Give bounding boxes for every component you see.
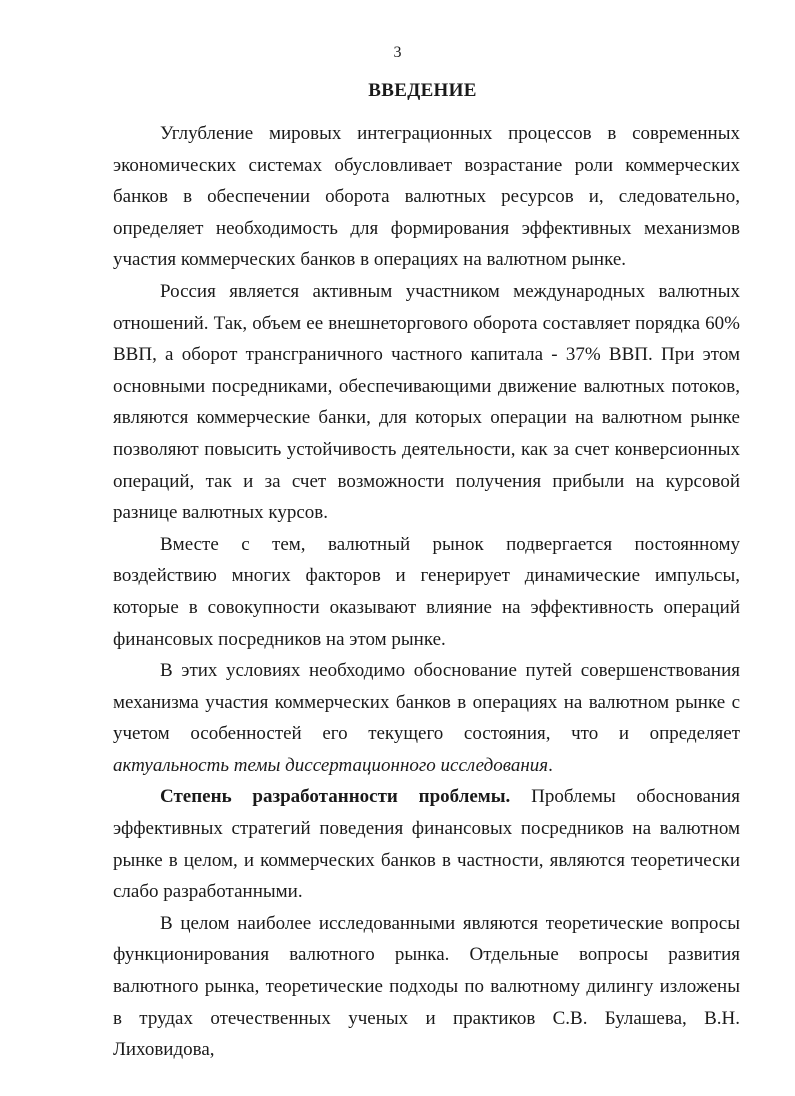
body-text <box>113 118 740 1066</box>
paragraph-5-heading: Степень разработанности проблемы. <box>160 786 511 808</box>
paragraph-5-text: Проблемы обоснования эффективных стратегий поведения финансовых посредников на валютном рынке в целом, и коммерческих банков в частности, являются теоретически слабо разработанными. <box>113 786 740 903</box>
paragraph-4-text: В этих условиях необходимо обоснование путей совершенствования механизма участия коммерческих банков в операциях на валютном рынке с учетом особенностей его текущего состояния, что и определяет <box>113 660 740 745</box>
paragraph-6: В целом наиболее исследованными являются теоретические вопросы функционирования валютного рынка. Отдельные вопросы развития валютного рынка, теоретические подходы по валютному дилингу изложены в трудах отечественных ученых и практиков С.В. Булашева, В.Н. Лиховидова, <box>113 912 740 1061</box>
paragraph-4-italic: актуальность темы диссертационного исследования <box>113 754 549 776</box>
paragraph-5 <box>113 781 740 907</box>
paragraph-4 <box>113 655 740 781</box>
paragraph-2: Россия является активным участником международных валютных отношений. Так, объем ее внешнеторгового оборота составляет порядка 60% ВВП, а оборот трансграничного частного капитала - 37% ВВП. При этом основными посредниками, обеспечивающими движение валютных потоков, являются коммерческие банки, для которых операции на валютном рынке позволяют повысить устойчивость деятельности, как за счет конверсионных операций, так и за счет возможности получения прибыли на курсовой разнице валютных курсов. <box>113 280 740 524</box>
paragraph-4-end: . <box>548 754 553 776</box>
paragraph-1: Углубление мировых интеграционных процессов в современных экономических системах обусловливает возрастание роли коммерческих банков в обеспечении оборота валютных ресурсов и, следовательно, определяет необходимость для формирования эффективных механизмов участия коммерческих банков в операциях на валютном рынке. <box>113 123 740 271</box>
paragraph-3: Вместе с тем, валютный рынок подвергается постоянному воздействию многих факторов и генерирует динамические импульсы, которые в совокупности оказывают влияние на эффективность операций финансовых посредников на этом рынке. <box>113 533 740 650</box>
page-title: ВВЕДЕНИЕ <box>368 80 477 101</box>
page-number: 3 <box>393 44 402 61</box>
